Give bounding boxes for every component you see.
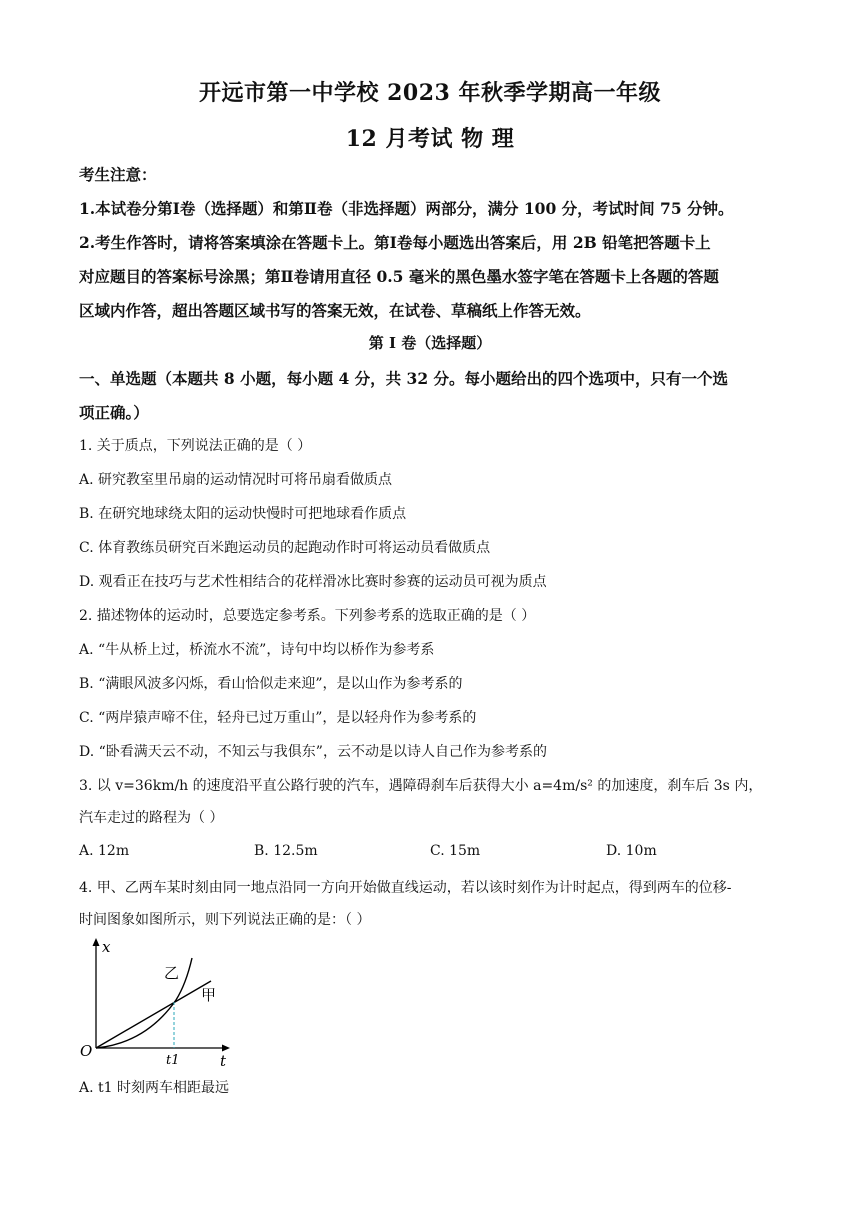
q1-stem: 1. 关于质点，下列说法正确的是（ ）	[79, 438, 312, 454]
q2-option-b: B. “满眼风波多闪烁，看山恰似走来迎”，是以山作为参考系的	[79, 676, 463, 692]
notice-line-4: 区域内作答，超出答题区域书写的答案无效，在试卷、草稿纸上作答无效。	[79, 301, 591, 320]
q3-stem-line-1: 3. 以 v=36km/h 的速度沿平直公路行驶的汽车，遇障碍刹车后获得大小 a=4m/s² 的加速度，刹车后 3s 内，	[79, 778, 763, 794]
line-jia-label: 甲	[201, 986, 217, 1004]
q2-option-a: A. “牛从桥上过，桥流水不流”，诗句中均以桥作为参考系	[79, 642, 435, 658]
q3-option-a: A. 12m	[79, 843, 130, 859]
q2-option-c: C. “两岸猿声啼不住，轻舟已过万重山”，是以轻舟作为参考系的	[79, 710, 477, 726]
x-axis-arrow-icon	[222, 1045, 230, 1052]
q1-option-c: C. 体育教练员研究百米跑运动员的起跑动作时可将运动员看做质点	[79, 540, 491, 556]
q1-option-d: D. 观看正在技巧与艺术性相结合的花样滑冰比赛时参赛的运动员可视为质点	[79, 574, 547, 590]
q3-option-d: D. 10m	[606, 843, 657, 859]
line-jia	[96, 981, 211, 1048]
q2-stem: 2. 描述物体的运动时，总要选定参考系。下列参考系的选取正确的是（ ）	[79, 608, 536, 624]
part1-heading-line-2: 项正确。）	[79, 403, 149, 422]
part1-heading-line-1: 一、单选题（本题共 8 小题，每小题 4 分，共 32 分。每小题给出的四个选项中，只有一个选	[79, 369, 729, 388]
q4-option-a: A. t1 时刻两车相距最远	[79, 1080, 229, 1096]
y-axis-arrow-icon	[93, 938, 100, 946]
t1-label: t1	[166, 1053, 180, 1068]
section-title: 第 I 卷（选择题）	[368, 334, 492, 352]
q3-stem-line-2: 汽车走过的路程为（ ）	[79, 810, 224, 826]
q4-stem-line-2: 时间图象如图所示，则下列说法正确的是：（ ）	[79, 912, 371, 928]
notice-heading: 考生注意：	[79, 165, 157, 184]
q1-option-a: A. 研究教室里吊扇的运动情况时可将吊扇看做质点	[79, 472, 393, 488]
notice-line-1: 1.本试卷分第Ⅰ卷（选择题）和第Ⅱ卷（非选择题）两部分，满分 100 分，考试时间 75 分钟。	[79, 199, 734, 218]
curve-yi-label: 乙	[164, 964, 180, 982]
q1-option-b: B. 在研究地球绕太阳的运动快慢时可把地球看作质点	[79, 506, 407, 522]
notice-line-2: 2.考生作答时，请将答案填涂在答题卡上。第Ⅰ卷每小题选出答案后，用 2B 铅笔把答题卡上	[79, 233, 711, 252]
origin-label: O	[80, 1042, 93, 1060]
exam-title: 开远市第一中学校 2023 年秋季学期高一年级	[198, 80, 662, 106]
x-axis-label: t	[220, 1052, 227, 1068]
notice-line-3: 对应题目的答案标号涂黑；第Ⅱ卷请用直径 0.5 毫米的黑色墨水签字笔在答题卡上各题的答题	[79, 267, 719, 286]
q4-stem-line-1: 4. 甲、乙两车某时刻由同一地点沿同一方向开始做直线运动，若以该时刻作为计时起点，得到两车的位移-	[79, 880, 732, 896]
q3-option-b: B. 12.5m	[254, 843, 318, 859]
q4-displacement-time-graph	[76, 936, 236, 1068]
y-axis-label: x	[102, 938, 111, 956]
q3-option-c: C. 15m	[430, 843, 481, 859]
q2-option-d: D. “卧看满天云不动，不知云与我俱东”，云不动是以诗人自己作为参考系的	[79, 744, 547, 760]
exam-subtitle: 12 月考试 物 理	[345, 126, 515, 152]
